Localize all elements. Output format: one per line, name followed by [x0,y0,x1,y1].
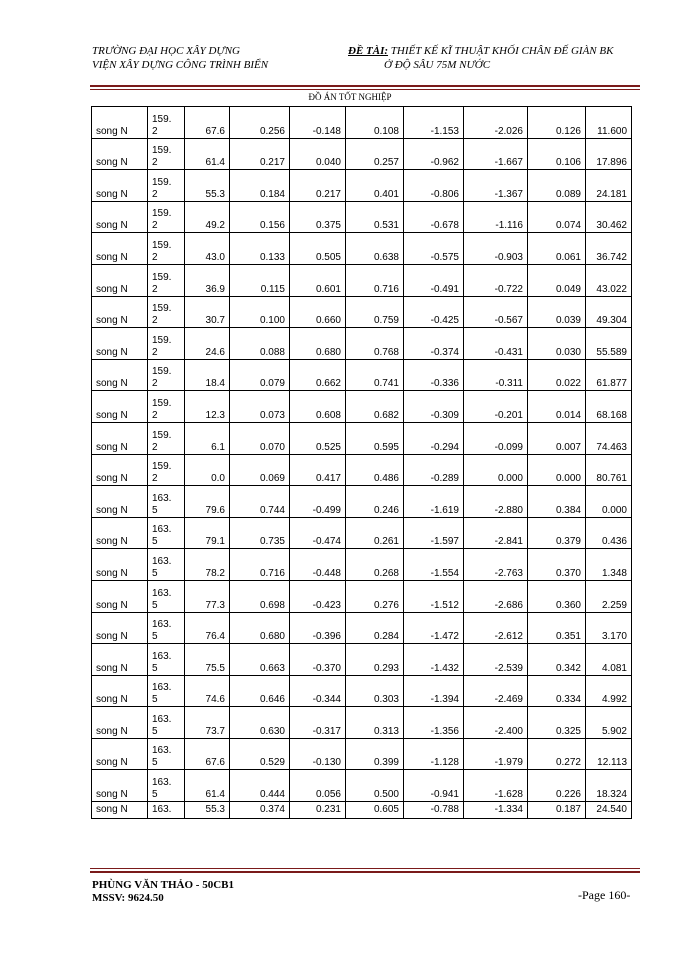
page-number: -Page 160- [578,888,631,902]
table-cell-label: song N [92,138,148,170]
table-cell-label: song N [92,675,148,707]
table-cell-label: song N [92,107,148,139]
table-cell-label: song N [92,549,148,581]
table-cell-value: -1.628 [464,770,528,802]
table-cell-value: 0.014 [528,391,586,423]
table-cell-value: 43.0 [185,233,230,265]
table-cell-value: 0.257 [346,138,404,170]
table-cell-value: -1.128 [404,738,464,770]
table-cell-value: 0.000 [528,454,586,486]
table-cell-value: 0.303 [346,675,404,707]
header-school-name: TRƯỜNG ĐẠI HỌC XÂY DỰNG [92,45,240,57]
table-cell-value: 0.525 [290,422,346,454]
table-cell-value: 0.531 [346,201,404,233]
table-cell-value: 0.100 [230,296,290,328]
table-cell-value: -0.289 [404,454,464,486]
table-row [92,770,632,802]
table-cell-value: 0.007 [528,422,586,454]
table-cell-value: 77.3 [185,580,230,612]
table-cell-value: -0.201 [464,391,528,423]
table-cell-id: 159. 2 [148,233,185,265]
table-cell-id: 163. 5 [148,612,185,644]
table-cell-label: song N [92,580,148,612]
table-cell-value: 0.030 [528,328,586,360]
table-cell-value: 0.284 [346,612,404,644]
table-cell-value: -1.116 [464,201,528,233]
table-cell-value: 0.040 [290,138,346,170]
table-cell-value: 0.276 [346,580,404,612]
table-cell-id: 159. 2 [148,359,185,391]
table-cell-value: -1.619 [404,486,464,518]
table-cell-value: -2.686 [464,580,528,612]
table-cell-value: 0.370 [528,549,586,581]
table-cell-id: 159. 2 [148,391,185,423]
table-cell-value: 0.272 [528,738,586,770]
table-cell-value: 0.662 [290,359,346,391]
table-cell-label: song N [92,486,148,518]
table-cell-value: -0.499 [290,486,346,518]
table-cell-value: 12.113 [586,738,632,770]
document-subtitle: ĐỒ ÁN TỐT NGHIỆP [308,92,392,102]
table-cell-value: 0.663 [230,644,290,676]
table-cell-value: 67.6 [185,107,230,139]
table-cell-value: 1.348 [586,549,632,581]
table-cell-label: song N [92,612,148,644]
table-cell-value: -0.294 [404,422,464,454]
table-cell-value: -0.336 [404,359,464,391]
table-cell-value: 0.375 [290,201,346,233]
table-cell-value: -2.880 [464,486,528,518]
table-cell-value: 0.608 [290,391,346,423]
table-cell-value: 0.056 [290,770,346,802]
table-cell-value: -0.474 [290,517,346,549]
table-row [92,264,632,296]
header-school [92,44,268,72]
table-cell-value: 0.293 [346,644,404,676]
table-cell-value: -2.841 [464,517,528,549]
table-cell-label: song N [92,170,148,202]
table-cell-value: -1.667 [464,138,528,170]
table-cell-id: 159. 2 [148,201,185,233]
footer-author: PHÙNG VĂN THẢO - 50CB1 [92,879,234,891]
table-cell-value: 68.168 [586,391,632,423]
table-cell-value: 0.417 [290,454,346,486]
table-cell-value: 0.115 [230,264,290,296]
table-cell-label: song N [92,802,148,819]
table-cell-value: 0.079 [230,359,290,391]
table-cell-id: 163. 5 [148,517,185,549]
table-cell-value: -0.148 [290,107,346,139]
table-row [92,328,632,360]
table-cell-value: -0.317 [290,707,346,739]
table-cell-value: -2.539 [464,644,528,676]
table-cell-id: 159. 2 [148,454,185,486]
table-row [92,422,632,454]
table-cell-value: -0.425 [404,296,464,328]
table-row [92,107,632,139]
table-row [92,486,632,518]
table-cell-value: -0.309 [404,391,464,423]
footer-author-block [92,879,234,905]
table-cell-value: 0.360 [528,580,586,612]
table-cell-value: -1.432 [404,644,464,676]
table-cell-value: -0.431 [464,328,528,360]
table-cell-value: 0.000 [586,486,632,518]
table-row [92,675,632,707]
table-cell-label: song N [92,770,148,802]
table-row [92,359,632,391]
table-cell-value: 24.181 [586,170,632,202]
table-cell-label: song N [92,264,148,296]
table-cell-value: 0.630 [230,707,290,739]
table-cell-value: 18.4 [185,359,230,391]
table-cell-value: 0.070 [230,422,290,454]
table-cell-value: 0.0 [185,454,230,486]
table-cell-value: -1.979 [464,738,528,770]
table-cell-value: -0.962 [404,138,464,170]
table-cell-value: 24.6 [185,328,230,360]
table-cell-value: 79.1 [185,517,230,549]
table-cell-value: 0.698 [230,580,290,612]
table-cell-value: 2.259 [586,580,632,612]
table-row [92,296,632,328]
table-cell-label: song N [92,738,148,770]
table-cell-id: 159. 2 [148,138,185,170]
table-cell-value: 0.156 [230,201,290,233]
table-row [92,612,632,644]
table-cell-value: 74.6 [185,675,230,707]
table-cell-value: 4.081 [586,644,632,676]
table-cell-value: 0.268 [346,549,404,581]
table-cell-value: 0.313 [346,707,404,739]
table-cell-value: 0.000 [464,454,528,486]
table-cell-value: 30.462 [586,201,632,233]
table-cell-value: 0.039 [528,296,586,328]
table-row [92,201,632,233]
topic-label: ĐỀ TÀI: [348,45,389,57]
table-cell-value: 0.486 [346,454,404,486]
table-cell-value: 0.246 [346,486,404,518]
table-cell-value: 49.304 [586,296,632,328]
table-cell-value: -0.396 [290,612,346,644]
table-cell-id: 163. [148,802,185,819]
table-cell-id: 163. 5 [148,675,185,707]
table-cell-label: song N [92,517,148,549]
table-cell-value: 73.7 [185,707,230,739]
footer-rule [90,868,640,873]
table-cell-value: 61.877 [586,359,632,391]
table-cell-value: 0.106 [528,138,586,170]
table-cell-value: 0.735 [230,517,290,549]
table-cell-value: 0.638 [346,233,404,265]
table-cell-value: 61.4 [185,138,230,170]
table-cell-value: 0.680 [230,612,290,644]
table-cell-value: 12.3 [185,391,230,423]
table-cell-value: 0.768 [346,328,404,360]
table-cell-label: song N [92,422,148,454]
table-cell-value: -1.356 [404,707,464,739]
table-cell-id: 159. 2 [148,264,185,296]
table-cell-id: 163. 5 [148,644,185,676]
table-cell-value: -0.678 [404,201,464,233]
table-cell-value: 0.049 [528,264,586,296]
table-cell-value: 0.759 [346,296,404,328]
table-cell-value: -0.370 [290,644,346,676]
table-cell-value: 67.6 [185,738,230,770]
table-cell-value: 0.074 [528,201,586,233]
table-cell-value: 24.540 [586,802,632,819]
table-cell-value: 6.1 [185,422,230,454]
table-cell-value: 76.4 [185,612,230,644]
table-cell-id: 159. 2 [148,296,185,328]
table-cell-value: -2.026 [464,107,528,139]
table-cell-value: 0.399 [346,738,404,770]
table-cell-value: 0.505 [290,233,346,265]
table-cell-value: 49.2 [185,201,230,233]
table-cell-value: 0.660 [290,296,346,328]
table-cell-value: 30.7 [185,296,230,328]
table-cell-id: 163. 5 [148,549,185,581]
table-cell-value: 4.992 [586,675,632,707]
table-cell-label: song N [92,233,148,265]
table-cell-value: -0.130 [290,738,346,770]
table-cell-value: -0.941 [404,770,464,802]
table-cell-value: 0.256 [230,107,290,139]
table-cell-value: 0.605 [346,802,404,819]
table-cell-value: 55.3 [185,170,230,202]
table-cell-value: -0.788 [404,802,464,819]
table-cell-value: -2.612 [464,612,528,644]
table-cell-id: 159. 2 [148,328,185,360]
table-cell-value: 0.374 [230,802,290,819]
table-cell-value: 0.444 [230,770,290,802]
table-cell-value: 0.217 [230,138,290,170]
table-cell-value: 43.022 [586,264,632,296]
table-cell-value: 0.716 [230,549,290,581]
table-cell-value: 0.342 [528,644,586,676]
table-cell-label: song N [92,359,148,391]
table-cell-id: 163. 5 [148,580,185,612]
table-cell-value: 36.742 [586,233,632,265]
table-cell-value: -1.554 [404,549,464,581]
topic-line2: Ở ĐỘ SÂU 75M NƯỚC [384,59,491,71]
table-cell-value: 55.589 [586,328,632,360]
table-cell-value: -1.153 [404,107,464,139]
table-row [92,802,632,819]
table-cell-value: -2.400 [464,707,528,739]
table-cell-id: 163. 5 [148,707,185,739]
table-cell-value: 0.529 [230,738,290,770]
table-cell-value: 0.500 [346,770,404,802]
table-cell-value: -1.334 [464,802,528,819]
header-rule [90,85,640,90]
table-row [92,517,632,549]
table-cell-value: 0.595 [346,422,404,454]
table-cell-value: 80.761 [586,454,632,486]
table-row [92,644,632,676]
table-cell-label: song N [92,201,148,233]
table-cell-value: -1.394 [404,675,464,707]
table-cell-value: 0.401 [346,170,404,202]
table-cell-id: 163. 5 [148,486,185,518]
table-cell-value: -0.722 [464,264,528,296]
table-cell-value: 0.682 [346,391,404,423]
table-cell-value: 0.133 [230,233,290,265]
table-cell-value: 79.6 [185,486,230,518]
table-cell-value: 18.324 [586,770,632,802]
table-cell-label: song N [92,707,148,739]
table-cell-value: 0.126 [528,107,586,139]
table-cell-label: song N [92,328,148,360]
table-cell-id: 159. 2 [148,170,185,202]
table-row [92,391,632,423]
table-cell-value: 61.4 [185,770,230,802]
table-cell-value: -1.512 [404,580,464,612]
table-cell-value: 0.022 [528,359,586,391]
table-cell-id: 159. 2 [148,107,185,139]
table-row [92,454,632,486]
table-cell-value: -0.344 [290,675,346,707]
table-cell-value: -1.597 [404,517,464,549]
table-cell-value: -1.472 [404,612,464,644]
table-cell-value: 0.089 [528,170,586,202]
table-cell-value: 0.601 [290,264,346,296]
table-row [92,170,632,202]
table-cell-label: song N [92,391,148,423]
table-cell-label: song N [92,296,148,328]
table-cell-value: 0.334 [528,675,586,707]
table-cell-value: 0.061 [528,233,586,265]
table-cell-value: 36.9 [185,264,230,296]
table-cell-value: 0.184 [230,170,290,202]
table-cell-value: 0.379 [528,517,586,549]
table-cell-value: 0.744 [230,486,290,518]
header-topic [348,44,613,72]
table-row [92,580,632,612]
table-cell-value: -0.567 [464,296,528,328]
table-cell-value: -2.469 [464,675,528,707]
table-cell-label: song N [92,644,148,676]
table-cell-value: -1.367 [464,170,528,202]
topic-line1: THIẾT KẾ KĨ THUẬT KHỐI CHÂN ĐẾ GIÀN BK [388,45,614,57]
table-cell-value: 0.325 [528,707,586,739]
table-cell-id: 163. 5 [148,738,185,770]
table-row [92,738,632,770]
table-row [92,233,632,265]
table-cell-value: 0.226 [528,770,586,802]
table-cell-value: 0.261 [346,517,404,549]
table-cell-value: -0.448 [290,549,346,581]
table-cell-value: 0.680 [290,328,346,360]
table-row [92,549,632,581]
table-cell-value: -0.099 [464,422,528,454]
table-row [92,707,632,739]
table-cell-value: 0.716 [346,264,404,296]
table-cell-value: 0.108 [346,107,404,139]
table-cell-value: 0.436 [586,517,632,549]
table-cell-value: 5.902 [586,707,632,739]
table-cell-value: 0.088 [230,328,290,360]
header-institute-name: VIỆN XÂY DỰNG CÔNG TRÌNH BIỂN [92,59,269,71]
table-cell-value: 78.2 [185,549,230,581]
table-cell-value: 0.073 [230,391,290,423]
table-cell-value: 55.3 [185,802,230,819]
table-cell-value: 0.384 [528,486,586,518]
table-cell-value: -0.491 [404,264,464,296]
table-row [92,138,632,170]
table-cell-value: 0.069 [230,454,290,486]
table-cell-value: -0.374 [404,328,464,360]
table-cell-value: -2.763 [464,549,528,581]
table-cell-value: 11.600 [586,107,632,139]
footer-student-id: MSSV: 9624.50 [92,892,164,904]
table-cell-value: -0.575 [404,233,464,265]
table-cell-value: 17.896 [586,138,632,170]
table-cell-value: 3.170 [586,612,632,644]
table-cell-value: -0.311 [464,359,528,391]
data-table [91,106,632,819]
table-cell-value: 75.5 [185,644,230,676]
table-cell-value: -0.423 [290,580,346,612]
table-cell-value: 0.187 [528,802,586,819]
table-cell-value: 0.217 [290,170,346,202]
table-cell-value: 0.351 [528,612,586,644]
table-cell-value: -0.806 [404,170,464,202]
table-cell-id: 159. 2 [148,422,185,454]
table-cell-value: 0.231 [290,802,346,819]
table-cell-value: 74.463 [586,422,632,454]
table-cell-value: 0.646 [230,675,290,707]
table-cell-id: 163. 5 [148,770,185,802]
table-cell-value: 0.741 [346,359,404,391]
table-cell-label: song N [92,454,148,486]
table-cell-value: -0.903 [464,233,528,265]
